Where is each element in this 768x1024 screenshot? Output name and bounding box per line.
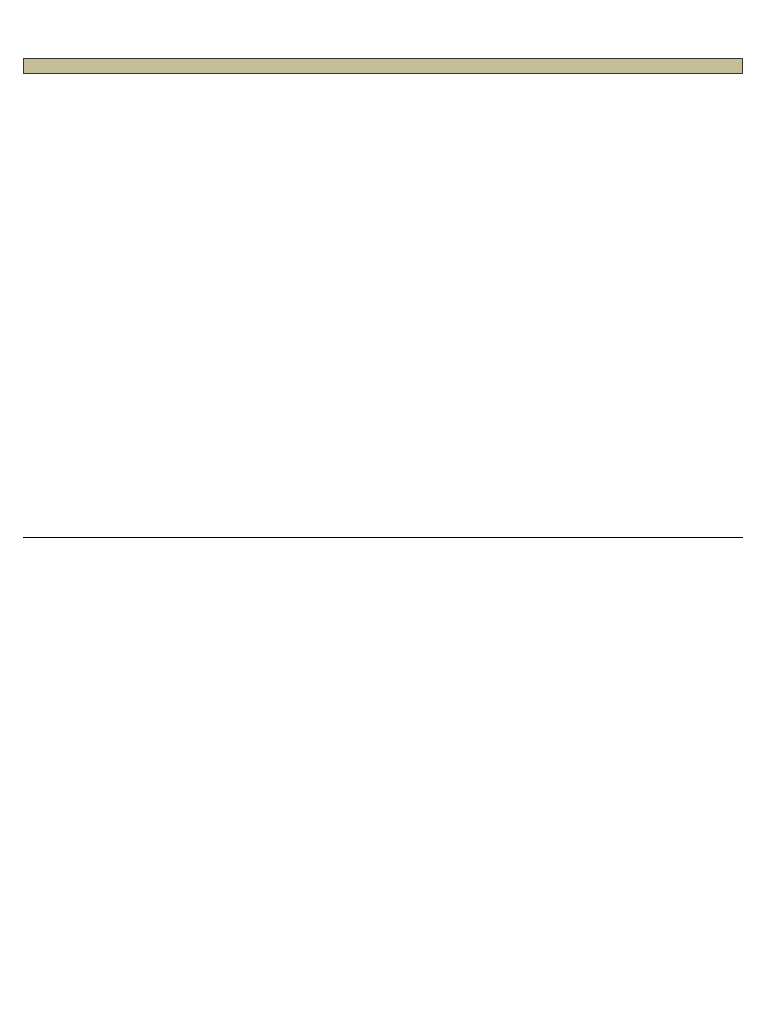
page-title [23, 58, 743, 74]
